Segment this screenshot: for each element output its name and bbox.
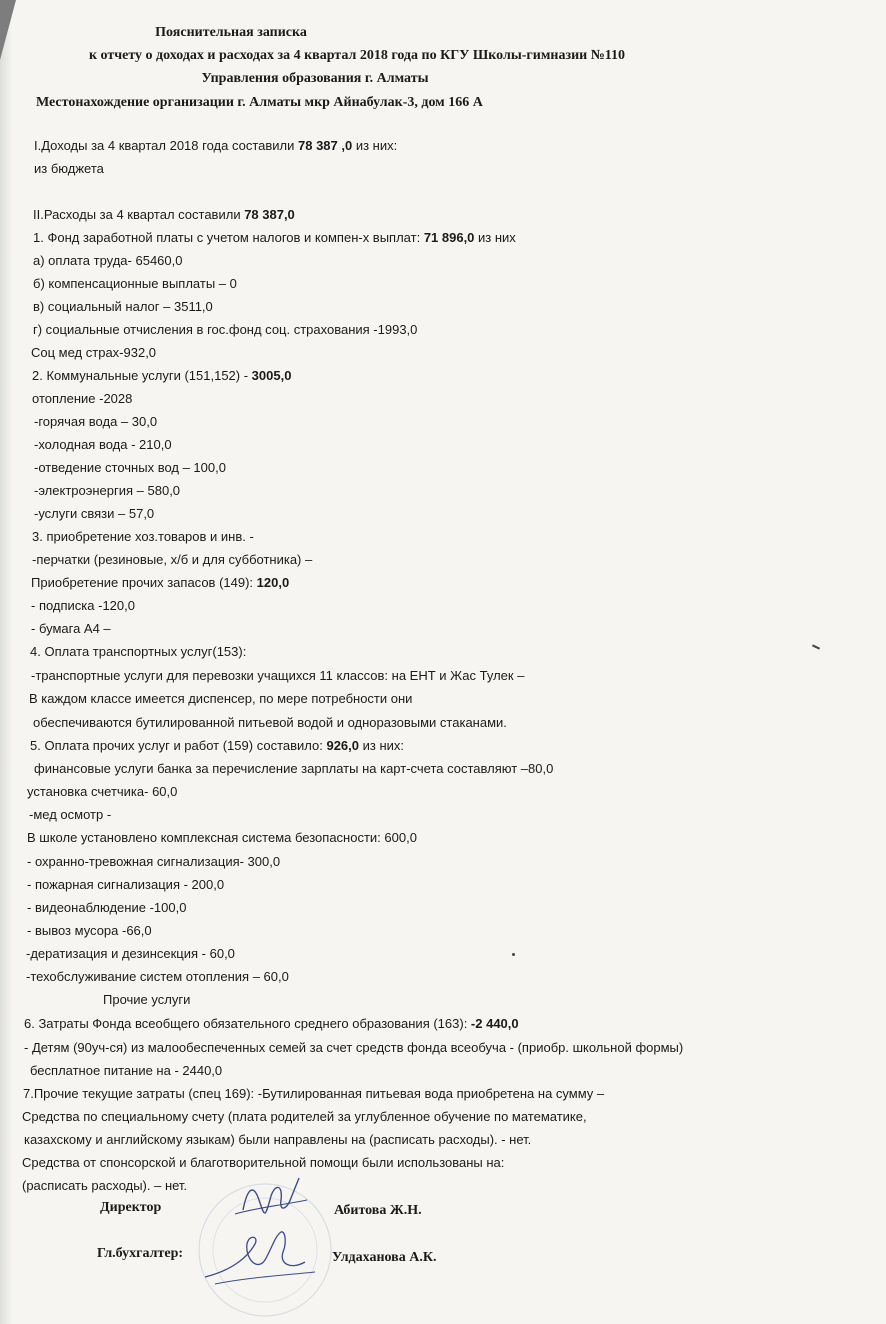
section-4-line: В каждом классе имеется диспенсер, по мере потребности они (29, 691, 413, 706)
section-7-line: казахскому и английскому языкам) были направлены на (расписать расходы). - нет. (24, 1132, 532, 1147)
section-6-line: - Детям (90уч-ся) из малообеспеченных семей за счет средств фонда всеобуча - (приобр. школьной формы) (24, 1040, 684, 1055)
section-5-line: финансовые услуги банка за перечисление зарплаты на карт-счета составляют –80,0 (34, 761, 554, 776)
section-7-line: 7.Прочие текущие затраты (спец 169): -Бутилированная питьевая вода приобретена на сумму – (23, 1086, 605, 1101)
section-5-line: - пожарная сигнализация - 200,0 (27, 877, 225, 892)
section-1-item: а) оплата труда- 65460,0 (33, 253, 183, 268)
director-signature-icon (225, 1170, 315, 1230)
section-1-item: г) социальные отчисления в гос.фонд соц. страхования -1993,0 (33, 322, 418, 337)
director-name: Абитова Ж.Н. (334, 1203, 422, 1218)
section-2-item: -отведение сточных вод – 100,0 (34, 460, 226, 475)
section-5-prefix: 5. Оплата прочих услуг и работ (159) составило: (30, 738, 327, 753)
section-3-other-prefix: Приобретение прочих запасов (149): (31, 575, 257, 590)
section-3-item: - подписка -120,0 (31, 598, 135, 613)
folded-corner (0, 0, 16, 60)
doc-subtitle-2: Управления образования г. Алматы (201, 71, 429, 86)
section-5-line: В школе установлено комплексная система безопасности: 600,0 (27, 830, 417, 845)
section-5-line: - вывоз мусора -66,0 (27, 923, 152, 938)
section-4-line: обеспечиваются бутилированной питьевой водой и одноразовыми стаканами. (33, 715, 507, 730)
section-2-item: -электроэнергия – 580,0 (34, 483, 181, 498)
section-5-line: -техобслуживание систем отопления – 60,0 (26, 969, 289, 984)
doc-subtitle: к отчету о доходах и расходах за 4 квартал 2018 года по КГУ Школы-гимназии №110 (88, 48, 626, 63)
section-5-other: Прочие услуги (103, 992, 191, 1007)
doc-title: Пояснительная записка (155, 25, 307, 40)
section-2-item: -горячая вода – 30,0 (34, 414, 158, 429)
accountant-signature-icon (195, 1222, 325, 1292)
expenses-amount: 78 387,0 (244, 207, 295, 222)
section-6-prefix: 6. Затраты Фонда всеобщего обязательного среднего образования (163): (24, 1016, 471, 1031)
section-5-line: -мед осмотр - (29, 807, 112, 822)
section-1-item: в) социальный налог – 3511,0 (33, 299, 213, 314)
income-prefix: I.Доходы за 4 квартал 2018 года составили (34, 138, 298, 153)
section-1-prefix: 1. Фонд заработной платы с учетом налогов и компен-х выплат: (33, 230, 424, 245)
organization-location: Местонахождение организации г. Алматы мкр Айнабулак-3, дом 166 А (36, 95, 483, 110)
section-2-item: -услуги связи – 57,0 (34, 506, 155, 521)
section-3-heading: 3. приобретение хоз.товаров и инв. - (32, 529, 254, 544)
section-3-item: - бумага А4 – (31, 621, 111, 636)
section-5-line: - охранно-тревожная сигнализация- 300,0 (27, 854, 281, 869)
section-2-heading (32, 368, 291, 384)
section-7-line: (расписать расходы). – нет. (22, 1178, 188, 1193)
section-1-item: Соц мед страх-932,0 (31, 345, 157, 360)
section-3-other (31, 575, 289, 591)
section-3-other-amount: 120,0 (256, 575, 290, 590)
section-5-heading (30, 738, 404, 754)
section-6-line: бесплатное питание на - 2440,0 (30, 1063, 223, 1078)
section-2-amount: 3005,0 (251, 368, 292, 383)
section-4-line: -транспортные услуги для перевозки учащихся 11 классов: на ЕНТ и Жас Тулек – (31, 668, 525, 683)
section-5-suffix: из них: (359, 738, 405, 753)
section-3-gloves: -перчатки (резиновые, х/б и для субботника) – (32, 552, 313, 567)
section-6-amount: -2 440,0 (470, 1016, 519, 1031)
section-7-line: Средства по специальному счету (плата родителей за углубленное обучение по математике, (22, 1109, 587, 1124)
section-2-item: -холодная вода - 210,0 (34, 437, 172, 452)
income-amount: 78 387 ,0 (298, 138, 353, 153)
section-5-amount: 926,0 (326, 738, 360, 753)
section-5-line: установка счетчика- 60,0 (27, 784, 178, 799)
expenses-line (33, 207, 295, 223)
section-4-heading: 4. Оплата транспортных услуг(153): (30, 644, 247, 659)
scan-speck (512, 953, 515, 956)
section-2-item: отопление -2028 (32, 391, 133, 406)
income-line (34, 138, 397, 154)
section-7-line: Средства от спонсорской и благотворительной помощи были использованы на: (22, 1155, 505, 1170)
section-5-line: -дератизация и дезинсекция - 60,0 (26, 946, 235, 961)
section-2-prefix: 2. Коммунальные услуги (151,152) - (32, 368, 252, 383)
section-1-item: б) компенсационные выплаты – 0 (33, 276, 237, 291)
section-1-heading (33, 230, 516, 246)
director-label: Директор (100, 1200, 162, 1215)
section-1-amount: 71 896,0 (423, 230, 475, 245)
income-source: из бюджета (34, 161, 104, 176)
section-6-heading (24, 1016, 519, 1032)
section-1-suffix: из них (474, 230, 516, 245)
accountant-label: Гл.бухгалтер: (97, 1246, 184, 1261)
scan-speck (812, 644, 820, 649)
section-5-line: - видеонаблюдение -100,0 (27, 900, 187, 915)
expenses-prefix: II.Расходы за 4 квартал составили (33, 207, 245, 222)
page-edge-shadow (0, 0, 12, 1324)
accountant-name: Улдаханова А.К. (332, 1250, 437, 1265)
income-suffix: из них: (352, 138, 398, 153)
